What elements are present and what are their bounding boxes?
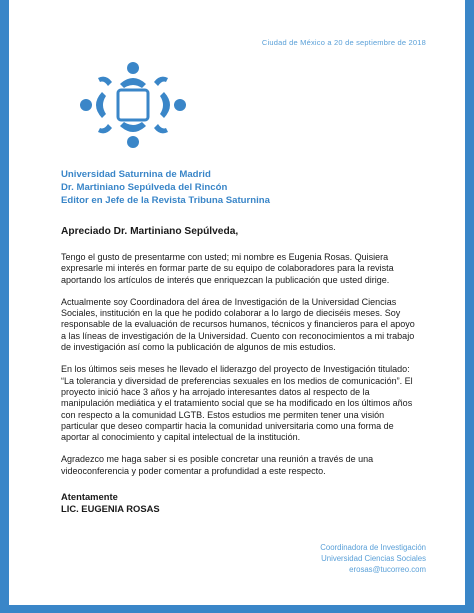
recipient-institution: Universidad Saturnina de Madrid — [61, 169, 211, 180]
signature-name: LIC. EUGENIA ROSAS — [61, 503, 160, 514]
letter-date: Ciudad de México a 20 de septiembre de 2018 — [261, 38, 426, 47]
closing-phrase: Atentamente — [61, 491, 118, 502]
letter-salutation: Apreciado Dr. Martiniano Sepúlveda, — [61, 226, 239, 237]
body-paragraph: Actualmente soy Coordinadora del área de Investigación de la Universidad Ciencias Sociales, institución en la que he podido colaborar a lo largo de dieciséis meses. Soy responsable de la evaluación de recursos humanos, técnicos y financieros para el apoyo a las líneas de investigación de la Universidad. Cuento con reconocimientos a mi trabajo de investigación así como la publicación de algunos de mis estudios. — [61, 296, 415, 353]
bottom-border-bar — [0, 605, 474, 613]
recipient-title: Editor en Jefe de la Revista Tribuna Saturnina — [61, 195, 270, 206]
recipient-name: Dr. Martiniano Sepúlveda del Rincón — [61, 182, 228, 193]
right-border-bar — [465, 0, 474, 613]
letter-body — [61, 252, 419, 488]
people-around-table-logo — [78, 60, 188, 150]
body-paragraph: Tengo el gusto de presentarme con usted; mi nombre es Eugenia Rosas. Quisiera expresarle mi interés en formar parte de su equipo de colaboradores para la revista aportando los artículos de interés que enriquezcan la publicación que usted dirige. — [61, 252, 394, 285]
sender-institution: Universidad Ciencias Sociales — [321, 554, 426, 563]
sender-email[interactable]: erosas@tucorreo.com — [349, 565, 426, 574]
body-paragraph: En los últimos seis meses he llevado el liderazgo del proyecto de Investigación titulado: “La tolerancia y diversidad de preferencias sexuales en los medios de comunicación”. El proyecto inició hace 3 años y ha arrojado interesantes datos al respecto de la manipulación mediática y el tratamiento social que se ha modificado en los últimos años con respecto a la comunidad LGTB. Estos estudios me permiten tener una visión particular que deseo compartir hacia la comunidad universitaria como una forma de aportar al conocimiento y capital intelectual de la institución. — [61, 364, 413, 443]
sender-role: Coordinadora de Investigación — [320, 543, 426, 552]
body-paragraph: Agradezco me haga saber si es posible concretar una reunión a través de una videoconferencia y poder comentar a profundidad a este respecto. — [61, 454, 374, 476]
left-border-bar — [0, 0, 9, 613]
recipient-block — [61, 168, 270, 207]
sender-contact-block — [320, 542, 426, 575]
closing-block — [61, 491, 160, 515]
